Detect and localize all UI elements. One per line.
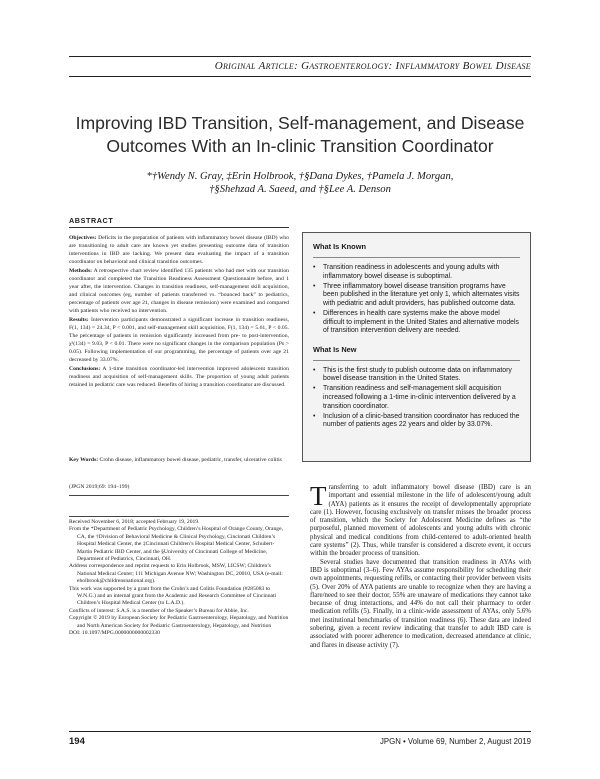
- title-line-1: Improving IBD Transition, Self-management, and Disease: [75, 113, 525, 133]
- methods-label: Methods:: [69, 268, 93, 274]
- bullet-icon: •: [313, 385, 316, 393]
- known-rule: [313, 257, 520, 258]
- authors-line-2: †§Shehzad A. Saeed, and †§Lee A. Denson: [209, 184, 391, 195]
- what-is-new-heading: What Is New: [313, 344, 357, 354]
- abstract-methods: [69, 267, 289, 315]
- keywords: [69, 456, 289, 464]
- header-rule-bottom: [69, 76, 531, 77]
- list-item: • Three inflammatory bowel disease transition programs have been published in the literature yet only 1, which alternates visits with pediatric and adult providers, has published outcome data.: [313, 282, 520, 307]
- list-item: • Transition readiness in adolescents and young adults with inflammatory bowel disease is suboptimal.: [313, 264, 500, 280]
- abstract-body: [69, 234, 289, 390]
- conclusions-text: A 1-time transition coordinator-led intervention improved adolescent transition readiness and acquisition of self-management skills. The proportion of young adult patients retained in pediatric care was reduced. Benefits of hiring a transition coordinator are discussed.: [69, 366, 289, 388]
- keywords-label: Key Words:: [69, 457, 99, 463]
- methods-text: A retrospective chart review identified 135 patients who had met with our transition coordinator and completed the Transition Readiness Assessment Questionnaire before, and 1 year after, the intervention. Changes in transition readiness, self-management skill acquisition, and clinical outcomes (eg, number of patients transferred vs. “bounced back” to pediatrics, percentage of patients over age 21, changes in disease remission) were examined and compared with patients who received no intervention.: [69, 268, 290, 314]
- journal-issue-line: JPGN • Volume 69, Number 2, August 2019: [380, 737, 531, 746]
- abstract-heading: ABSTRACT: [69, 216, 114, 225]
- keywords-text: Crohn disease, inflammatory bowel disease, pediatric, transfer, ulcerative colitis: [99, 457, 282, 463]
- drop-cap: T: [310, 481, 327, 511]
- author-list: [100, 170, 500, 196]
- results-text: Intervention participants demonstrated a significant increase in transition readiness, F(1, 134) = 24.34, P < 0.001, and self-management skill acquisition, F(1, 134) = 5.61, P < 0.05. The percentage of patients in remission significantly increased from pre- to post-intervention, χ²(134) = 9.03, P < 0.01. There were no significant changes in the comparison population (Ps > 0.05). Following implementation of our programming, the percentage of patients over age 21 decreased by 33.07%.: [69, 317, 289, 363]
- bullet-icon: •: [313, 282, 316, 290]
- body-paragraph-1: Transferring to adult inflammatory bowel disease (IBD) care is an important and essential milestone in the life of adolescent/young adult (AYA) patients as it ensures the receipt of developmentally appropriate care (1). However, focusing exclusively on transfer misses the broader process of transition, which the Society for Adolescent Medicine defines as “the purposeful, planned movement of adolescents and young adults with chronic physical and medical conditions from child-centered to adult-oriented health care systems” (2). Thus, while transfer is considered a discrete event, it occurs within the broader process of transition.: [310, 481, 531, 558]
- footer-rule: [69, 731, 531, 732]
- list-item: • Transition readiness and self-management skill acquisition increased following a 1-time in-clinic intervention delivered by a transition coordinator.: [313, 385, 516, 410]
- abstract-objectives: [69, 234, 289, 266]
- authors-line-1: *†Wendy N. Gray, ‡Erin Holbrook, †§Dana Dykes, †Pamela J. Morgan,: [146, 171, 454, 182]
- journal-citation: (JPGN 2019;69: 194–199): [69, 484, 130, 490]
- objectives-label: Objectives:: [69, 235, 97, 241]
- key-points-box: [302, 232, 531, 462]
- article-title: [60, 112, 540, 158]
- abstract-results: [69, 316, 289, 364]
- header-rule-top: [69, 56, 531, 57]
- footnote-correspondence: Address correspondence and reprint requests to Erin Holbrook, MSW, LICSW; Children’s National Medical Center; 111 Michigan Avenue NW; Washington DC, 20010, USA (e-mail: eholbrook@childrensnational.org).: [69, 563, 283, 585]
- keywords-rule: [69, 495, 289, 496]
- body-paragraph-2: Several studies have documented that transition readiness in AYAs with IBD is suboptimal (3–6). Few AYAs assume responsibility for scheduling their own appointments, requesting refills, or contacting their provider between visits (5). Over 20% of AYA patients are unable to recognize when they are having a flare/need to see their doctor, 55% are unaware of medications they cannot take because of drug interactions, and 44% do not call their pharmacy to order medication refills (5). Finally, in a clinic-wide assessment of AYAs, only 5.6% met institutional benchmarks of transition readiness (6). These data are indeed sobering, given a recent review indicating that transfer to adult IBD care is associated with poorer adherence to medication, decreased attendance at clinic, and flares in disease activity (7).: [310, 558, 531, 649]
- what-is-known-heading: What Is Known: [313, 242, 366, 251]
- footnote-received: Received November 6, 2018; accepted February 19, 2019.: [69, 519, 200, 525]
- footnote-copyright: Copyright © 2019 by European Society for Pediatric Gastroenterology, Hepatology, and Nutrition and North American Society for Pediatric Gastroenterology, Hepatology, and Nutrition: [69, 615, 289, 629]
- footnotes: [69, 519, 289, 638]
- title-line-2: Outcomes With an In-clinic Transition Coordinator: [106, 136, 494, 156]
- body-text: [310, 481, 531, 650]
- bullet-icon: •: [313, 264, 316, 271]
- objectives-text: Deficits in the preparation of patients with inflammatory bowel disease (IBD) who are transitioning to adult care are known yet studies presenting outcome data of transition interventions in IBD are lacking. We present data evaluating the impact of a transition coordinator on behavioral and clinical transition outcomes.: [69, 235, 289, 265]
- conclusions-label: Conclusions:: [69, 366, 101, 372]
- page-number: 194: [69, 736, 85, 747]
- footnote-conflicts: Conflicts of interest: S.A.S. is a member of the Speaker’s Bureau for Abbie, Inc.: [69, 607, 249, 614]
- footnote-affiliations: From the *Department of Pediatric Psychology, Children’s Hospital of Orange County, Orange, CA, the †Division of Behavioral Medicine & Clinical Psychology, Cincinnati Children’s Hospital Medical Center, the ‡Cincinnati Children’s Hospital Medical Center, Schubert-Martin Pediatric IBD Center, and the §University of Cincinnati College of Medicine, Department of Pediatrics, Cincinnati, OH.: [69, 526, 283, 563]
- bullet-icon: •: [313, 412, 316, 420]
- footnote-doi: DOI: 10.1097/MPG.0000000000002330: [69, 630, 160, 637]
- list-item: • Inclusion of a clinic-based transition coordinator has reduced the number of patients ages 22 years and older by 33.07%.: [313, 412, 520, 429]
- list-item: • Differences in health care systems make the above model difficult to implement in the United States and alternative models of transition intervention delivery are needed.: [313, 309, 519, 335]
- footnote-rule: [69, 516, 289, 517]
- section-label: Original Article: Gastroenterology: Inflammatory Bowel Disease: [214, 60, 531, 72]
- new-list: [313, 367, 520, 430]
- known-list: [313, 264, 520, 336]
- results-label: Results:: [69, 317, 89, 323]
- list-item: • This is the first study to publish outcome data on inflammatory bowel disease transition in the United States.: [313, 366, 512, 383]
- new-rule: [313, 360, 520, 361]
- abstract-rule: [69, 227, 289, 228]
- footnote-funding: This work was supported by a grant from the Crohn’s and Colitis Foundation (#285083 to W.N.G.) and an internal grant from the Academic and Research Committee of Cincinnati Children’s Hospital Medical Center (to L.A.D.).: [69, 585, 277, 607]
- abstract-conclusions: [69, 365, 289, 389]
- bullet-icon: •: [313, 366, 316, 374]
- bullet-icon: •: [313, 309, 316, 317]
